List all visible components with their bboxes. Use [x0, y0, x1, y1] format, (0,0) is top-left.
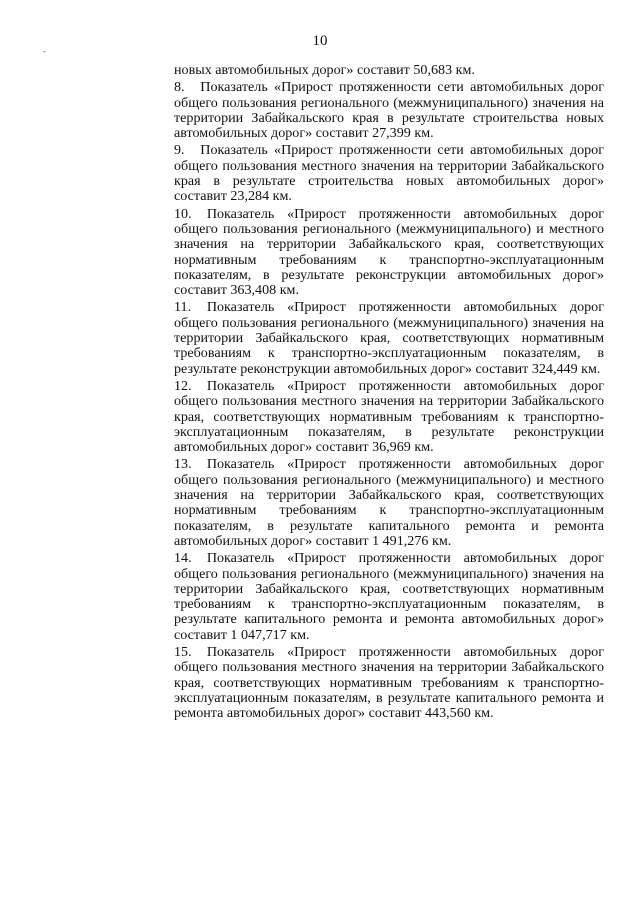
paragraph-number: 10. — [174, 205, 192, 222]
paragraph-text: Показатель «Прирост протяженности автомобильных дорог общего пользования регионального (межмуниципального) значения на территории Забайкальского края, соответствующих нормативным требованиям к транспортно-эксплуатационным показателям, в результате капитального ремонта и ремонта автомобильных дорог» составит 1 047,717 км. — [174, 550, 604, 643]
document-body — [174, 63, 604, 723]
paragraph-11 — [174, 300, 604, 376]
paragraph-number: 14. — [174, 550, 192, 567]
paragraph-10 — [174, 207, 604, 299]
paragraph-9 — [174, 143, 604, 204]
paragraph-number: 13. — [174, 456, 192, 473]
paragraph-15 — [174, 645, 604, 721]
paragraph-number: 12. — [174, 377, 192, 394]
paragraph-8 — [174, 80, 604, 141]
paragraph-number: 11. — [174, 299, 192, 316]
paragraph-14 — [174, 551, 604, 643]
paragraph-text: Показатель «Прирост протяженности автомобильных дорог общего пользования регионального (межмуниципального) значения на территории Забайкальского края, соответствующих нормативным требованиям к транспортно-эксплуатационным показателям, в результате реконструкции автомобильных дорог» составит 324,449 км. — [174, 299, 604, 377]
paragraph-12 — [174, 379, 604, 455]
paragraph-text: новых автомобильных дорог» составит 50,683 км. — [174, 62, 475, 78]
paragraph-13 — [174, 457, 604, 549]
paragraph-text: Показатель «Прирост протяженности сети автомобильных дорог общего пользования регионального (межмуниципального) значения на территории Забайкальского края в результате строительства новых автомобильных дорог» составит 27,399 км. — [174, 79, 604, 142]
page-number: 10 — [312, 33, 328, 49]
paragraph-number: 8. — [174, 79, 185, 96]
paragraph-number: 15. — [174, 643, 192, 660]
paragraph-continued — [174, 63, 604, 78]
paragraph-text: Показатель «Прирост протяженности автомобильных дорог общего пользования регионального (межмуниципального) и местного значения на территории Забайкальского края, соответствующих нормативным требованиям к транспортно-эксплуатационным показателям, в результате реконструкции автомобильных дорог» составит 363,408 км. — [174, 205, 604, 299]
paragraph-text: Показатель «Прирост протяженности автомобильных дорог общего пользования местного значения на территории Забайкальского края, соответствующих нормативным требованиям к транспортно-эксплуатационным показателям, в результате реконструкции автомобильных дорог» составит 36,969 км. — [174, 377, 604, 456]
paragraph-text: Показатель «Прирост протяженности автомобильных дорог общего пользования регионального (межмуниципального) и местного значения на территории Забайкальского края, соответствующих нормативным требованиям к транспортно-эксплуатационным показателям, в результате капитального ремонта и ремонта автомобильных дорог» составит 1 491,276 км. — [174, 456, 604, 549]
paragraph-number: 9. — [174, 142, 185, 159]
paragraph-text: Показатель «Прирост протяженности автомобильных дорог общего пользования местного значения на территории Забайкальского края, соответствующих нормативным требованиям к транспортно-эксплуатационным показателям, в результате капитального ремонта и ремонта автомобильных дорог» составит 443,560 км. — [174, 643, 604, 722]
paragraph-text: Показатель «Прирост протяженности сети автомобильных дорог общего пользования местного значения на территории Забайкальского края в результате строительства новых автомобильных дорог» составит 23,284 км. — [174, 142, 604, 205]
margin-mark: - — [43, 46, 46, 56]
